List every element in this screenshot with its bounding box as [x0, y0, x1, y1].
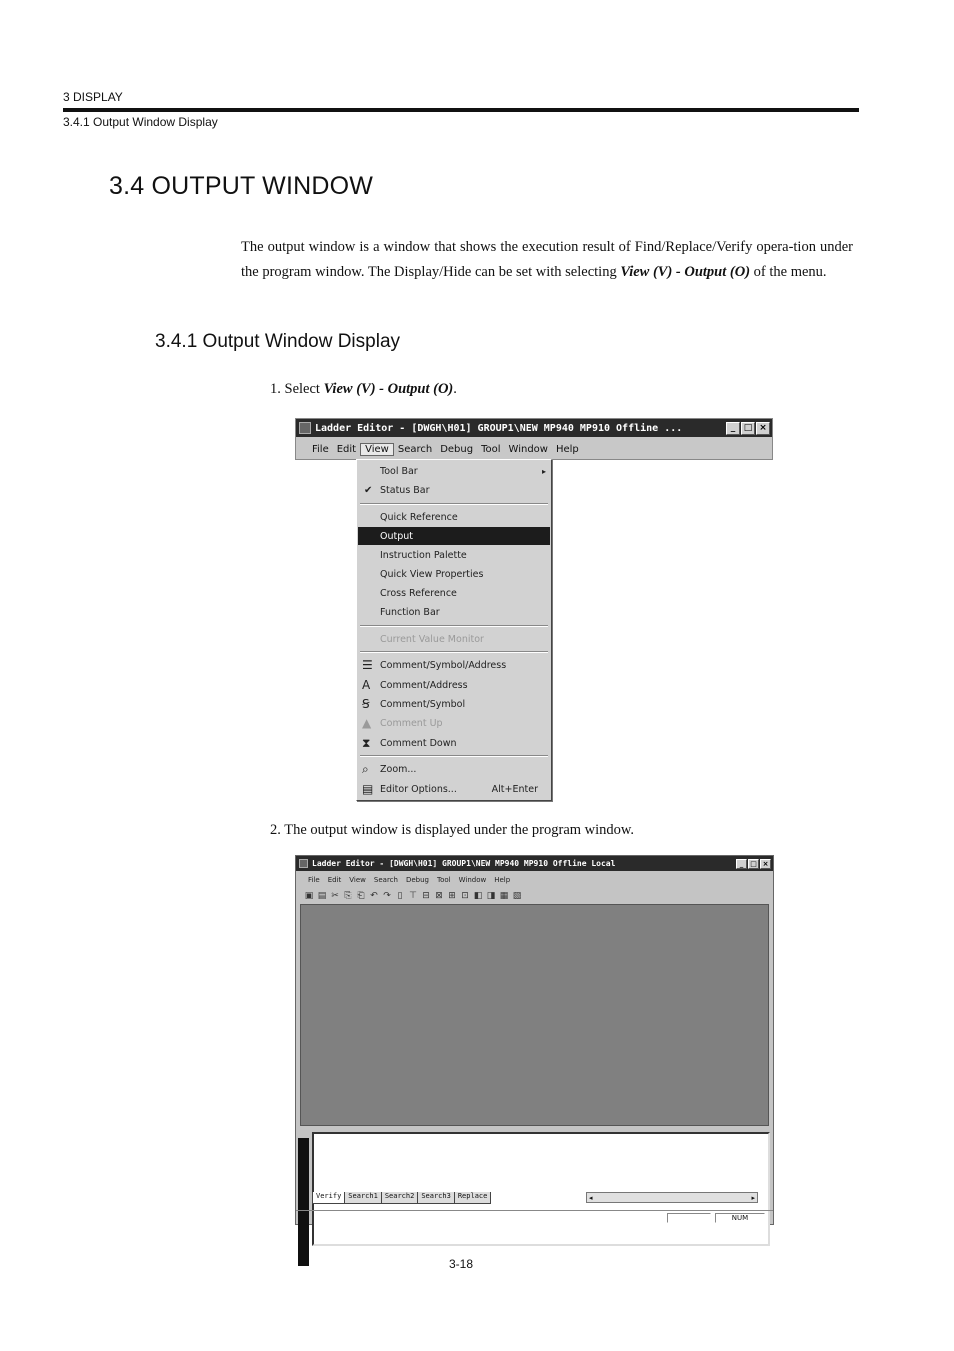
window-titlebar [296, 856, 773, 871]
output-text-area[interactable] [312, 1132, 770, 1246]
tab-search3[interactable]: Search3 [417, 1192, 455, 1204]
running-header-section: 3.4.1 Output Window Display [63, 115, 218, 129]
menu-item-quick-reference[interactable]: Quick Reference [380, 511, 458, 523]
menu-tool[interactable]: Tool [437, 875, 451, 884]
contact-icon[interactable]: ▯ [397, 890, 403, 901]
menu-view[interactable]: View [360, 443, 394, 456]
menu-item-zoom[interactable]: ⌕ Zoom... [362, 762, 417, 776]
comment-symbol-address-icon: ☰ [362, 658, 373, 672]
step-1: 1. Select View (V) - Output (O). [270, 381, 457, 397]
menu-path-emphasis: View (V) - Output (O) [620, 263, 751, 280]
menu-item-comment-address[interactable]: A Comment/Address [362, 678, 468, 692]
copy-icon[interactable]: ⎘ [344, 890, 352, 901]
window-title: Ladder Editor - [DWGH\H01] GROUP1\NEW MP940 MP910 Offline ... [315, 422, 683, 434]
redo-icon[interactable]: ↷ [383, 890, 391, 901]
app-icon [299, 859, 308, 868]
menu-help[interactable]: Help [555, 443, 579, 455]
instruction-icon[interactable]: ⊤ [409, 890, 417, 901]
menu-edit[interactable]: Edit [327, 875, 342, 884]
menu-edit[interactable]: Edit [336, 443, 357, 455]
tab-search1[interactable]: Search1 [344, 1192, 382, 1204]
comment-icon[interactable]: ◧ [473, 890, 483, 901]
comment-symbol-icon: Ꞩ [362, 697, 370, 711]
menu-debug[interactable]: Debug [405, 875, 429, 884]
menu-debug[interactable]: Debug [440, 443, 474, 455]
close-button[interactable]: × [760, 859, 771, 869]
save-icon[interactable]: ▤ [317, 890, 327, 901]
running-header-chapter: 3 DISPLAY [63, 90, 123, 104]
menu-item-comment-up: ▲ Comment Up [362, 716, 443, 730]
menu-separator [360, 755, 548, 757]
submenu-arrow-icon: ▸ [541, 466, 546, 476]
minimize-button[interactable]: _ [726, 422, 740, 435]
menu-separator [360, 651, 548, 653]
delete-icon[interactable]: ⊠ [435, 890, 443, 901]
editor-options-icon: ▤ [362, 782, 374, 796]
menu-separator [360, 625, 548, 627]
shortcut-label: Alt+Enter [491, 783, 538, 795]
symbol-icon[interactable]: ◨ [486, 890, 496, 901]
menu-item-status-bar[interactable]: ✔ Status Bar [364, 484, 430, 496]
tab-replace[interactable]: Replace [454, 1192, 492, 1204]
output-tabs [312, 1192, 490, 1204]
comment-down-icon: ⧗ [362, 736, 371, 750]
header-rule [63, 108, 859, 112]
insert-icon[interactable]: ⊞ [448, 890, 456, 901]
check-icon: ✔ [364, 484, 373, 496]
cut-icon[interactable]: ✂ [331, 890, 339, 901]
menu-window[interactable]: Window [458, 875, 487, 884]
menu-file[interactable]: File [308, 875, 320, 884]
section-heading: 3.4 OUTPUT WINDOW [109, 172, 374, 200]
page-number: 3-18 [448, 1257, 474, 1271]
intro-paragraph: The output window is a window that shows the execution result of Find/Replace/Verify opera-tion under the program window. The Display/Hide can be set with selecting View (V) - Output (O) of the menu. [241, 239, 853, 280]
comment-address-icon: A [362, 678, 371, 692]
find-icon[interactable]: ⊡ [461, 890, 469, 901]
menu-separator [360, 503, 548, 505]
menu-bar [296, 872, 773, 887]
scroll-right-icon[interactable]: ▸ [751, 1193, 755, 1202]
grid-icon[interactable]: ▦ [499, 890, 509, 901]
status-cell [667, 1213, 711, 1223]
screenshot-view-menu [295, 418, 773, 460]
zoom-icon: ⌕ [362, 762, 369, 776]
toolbar [296, 888, 773, 903]
maximize-button[interactable]: □ [748, 859, 759, 869]
menu-view[interactable]: View [349, 875, 366, 884]
menu-help[interactable]: Help [494, 875, 511, 884]
menu-item-current-value-monitor: Current Value Monitor [380, 633, 484, 645]
menu-item-comment-symbol[interactable]: Ꞩ Comment/Symbol [362, 697, 466, 711]
menu-file[interactable]: File [312, 443, 329, 455]
menu-tool[interactable]: Tool [481, 443, 501, 455]
screenshot-output-window [295, 855, 774, 1225]
tab-verify[interactable]: Verify [312, 1192, 345, 1204]
menu-item-cross-reference[interactable]: Cross Reference [380, 587, 457, 599]
menu-item-function-bar[interactable]: Function Bar [380, 606, 440, 618]
status-bar [296, 1210, 773, 1224]
window-titlebar [296, 419, 772, 437]
menu-item-output[interactable]: Output [358, 527, 550, 545]
coil-icon[interactable]: ⊟ [422, 890, 430, 901]
output-dock-handle[interactable] [298, 1138, 309, 1266]
app-icon [299, 422, 311, 434]
options-icon[interactable]: ▧ [512, 890, 522, 901]
maximize-button[interactable]: □ [741, 422, 755, 435]
undo-icon[interactable]: ↶ [370, 890, 378, 901]
menu-search[interactable]: Search [373, 875, 398, 884]
menu-item-quick-view-properties[interactable]: Quick View Properties [380, 568, 484, 580]
program-window-area[interactable] [300, 904, 769, 1126]
menu-item-instruction-palette[interactable]: Instruction Palette [380, 549, 467, 561]
menu-item-editor-options[interactable]: ▤ Editor Options... Alt+Enter [362, 782, 538, 796]
close-button[interactable]: × [756, 422, 770, 435]
menu-window[interactable]: Window [508, 443, 548, 455]
comment-up-icon: ▲ [362, 716, 372, 730]
status-num-indicator: NUM [715, 1213, 765, 1223]
view-menu-dropdown [356, 459, 552, 801]
minimize-button[interactable]: _ [736, 859, 747, 869]
menu-bar [296, 439, 772, 459]
horizontal-scrollbar[interactable] [586, 1192, 758, 1203]
new-icon[interactable]: ▣ [304, 890, 314, 901]
tab-search2[interactable]: Search2 [381, 1192, 419, 1204]
window-title: Ladder Editor - [DWGH\H01] GROUP1\NEW MP940 MP910 Offline Local [312, 859, 616, 868]
paste-icon[interactable]: ⎗ [357, 890, 365, 901]
menu-item-comment-down[interactable]: ⧗ Comment Down [362, 736, 457, 750]
menu-item-tool-bar[interactable]: Tool Bar ▸ [380, 465, 546, 477]
scroll-left-icon[interactable]: ◂ [589, 1193, 593, 1202]
subsection-heading: 3.4.1 Output Window Display [155, 331, 401, 352]
menu-item-comment-symbol-address[interactable]: ☰ Comment/Symbol/Address [362, 658, 507, 672]
step-2: 2. The output window is displayed under the program window. [270, 822, 635, 838]
menu-search[interactable]: Search [397, 443, 433, 455]
